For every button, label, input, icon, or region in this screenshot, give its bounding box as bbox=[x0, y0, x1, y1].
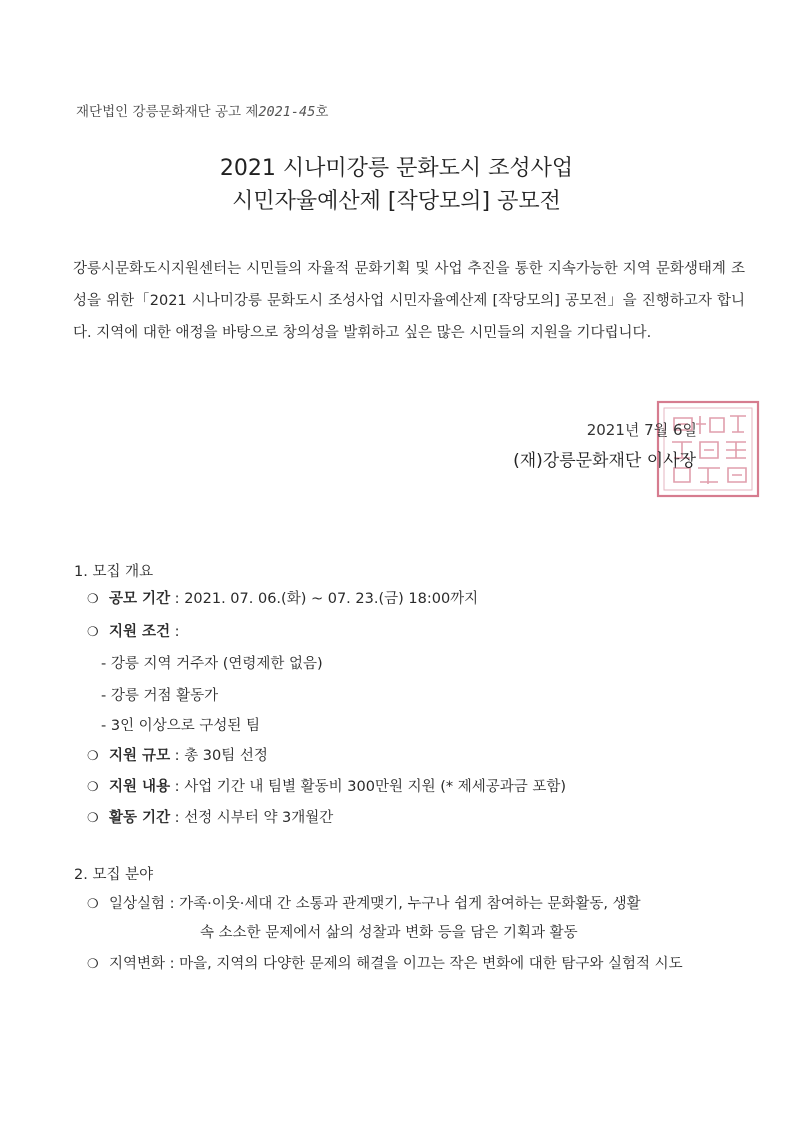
scale-value: 총 30팀 선정 bbox=[184, 748, 268, 764]
condition-item: - 강릉 거점 활동가 bbox=[101, 688, 219, 704]
intro-paragraph: 강릉시문화도시지원센터는 시민들의 자율적 문화기획 및 사업 추진을 통한 지속가능한 지역 문화생태계 조성을 위한「2021 시나미강릉 문화도시 조성사업 시민자율예산제 [작당모의] 공모전」을 진행하고자 합니다. 지역에 대한 애정을 바탕으로 창의성을 발휘하고 싶은 많은 시민들의 지원을 기다립니다. bbox=[73, 261, 745, 341]
bullet-circle-icon: ❍ bbox=[87, 780, 99, 795]
period-sep: : bbox=[170, 591, 185, 607]
field-desc-daily-line1: 가족·이웃·세대 간 소통과 관계맺기, 누구나 쉽게 참여하는 문화활동, 생활 bbox=[179, 896, 641, 912]
issue-date: 2021년 7월 6일 bbox=[586, 421, 697, 439]
document-title-line1: 2021 시나미강릉 문화도시 조성사업 bbox=[219, 156, 574, 181]
support-row bbox=[87, 775, 566, 796]
field-desc-local-line1: 마을, 지역의 다양한 문제의 해결을 이끄는 작은 변화에 대한 탐구와 실험적 시도 bbox=[179, 956, 683, 972]
eligibility-row bbox=[87, 620, 180, 641]
notice-handwritten-number: 2021-45 bbox=[258, 104, 316, 120]
field-sep-daily: : bbox=[165, 896, 180, 912]
support-label: 지원 내용 bbox=[109, 779, 171, 795]
bullet-circle-icon: ❍ bbox=[87, 592, 99, 607]
condition-item: - 3인 이상으로 구성된 팀 bbox=[101, 718, 260, 734]
support-sep: : bbox=[170, 779, 185, 795]
field-row-daily bbox=[87, 892, 641, 913]
scale-row bbox=[87, 744, 268, 765]
bullet-circle-icon: ❍ bbox=[87, 625, 99, 640]
section1-heading: 1. 모집 개요 bbox=[74, 564, 154, 580]
section2-heading: 2. 모집 분야 bbox=[74, 867, 154, 883]
period-value: 2021. 07. 06.(화) ~ 07. 23.(금) 18:00까지 bbox=[184, 591, 479, 607]
issuer-name: (재)강릉문화재단 이사장 bbox=[513, 451, 696, 471]
activity-row bbox=[87, 806, 333, 827]
scale-sep: : bbox=[170, 748, 185, 764]
period-row bbox=[87, 587, 478, 608]
period-label: 공모 기간 bbox=[109, 591, 171, 607]
scale-label: 지원 규모 bbox=[109, 748, 171, 764]
eligibility-label: 지원 조건 bbox=[109, 624, 171, 640]
notice-prefix: 재단법인 강릉문화재단 공고 제 bbox=[76, 104, 259, 120]
bullet-circle-icon: ❍ bbox=[87, 957, 99, 972]
field-label-daily: 일상실험 bbox=[109, 896, 166, 912]
notice-suffix: 호 bbox=[315, 104, 329, 120]
notice-number bbox=[76, 100, 328, 120]
eligibility-sep: : bbox=[170, 624, 180, 640]
activity-sep: : bbox=[170, 810, 185, 826]
document-title-line2: 시민자율예산제 [작당모의] 공모전 bbox=[232, 189, 561, 214]
bullet-circle-icon: ❍ bbox=[87, 749, 99, 764]
condition-item: - 강릉 지역 거주자 (연령제한 없음) bbox=[101, 656, 323, 672]
activity-value: 선정 시부터 약 3개월간 bbox=[184, 810, 334, 826]
bullet-circle-icon: ❍ bbox=[87, 811, 99, 826]
support-value: 사업 기간 내 팀별 활동비 300만원 지원 (* 제세공과금 포함) bbox=[184, 779, 567, 795]
activity-label: 활동 기간 bbox=[109, 810, 171, 826]
field-label-local: 지역변화 bbox=[109, 956, 166, 972]
field-sep-local: : bbox=[165, 956, 180, 972]
bullet-circle-icon: ❍ bbox=[87, 897, 99, 912]
field-desc-daily-line2: 속 소소한 문제에서 삶의 성찰과 변화 등을 담은 기획과 활동 bbox=[200, 925, 578, 941]
field-row-local bbox=[87, 952, 683, 973]
